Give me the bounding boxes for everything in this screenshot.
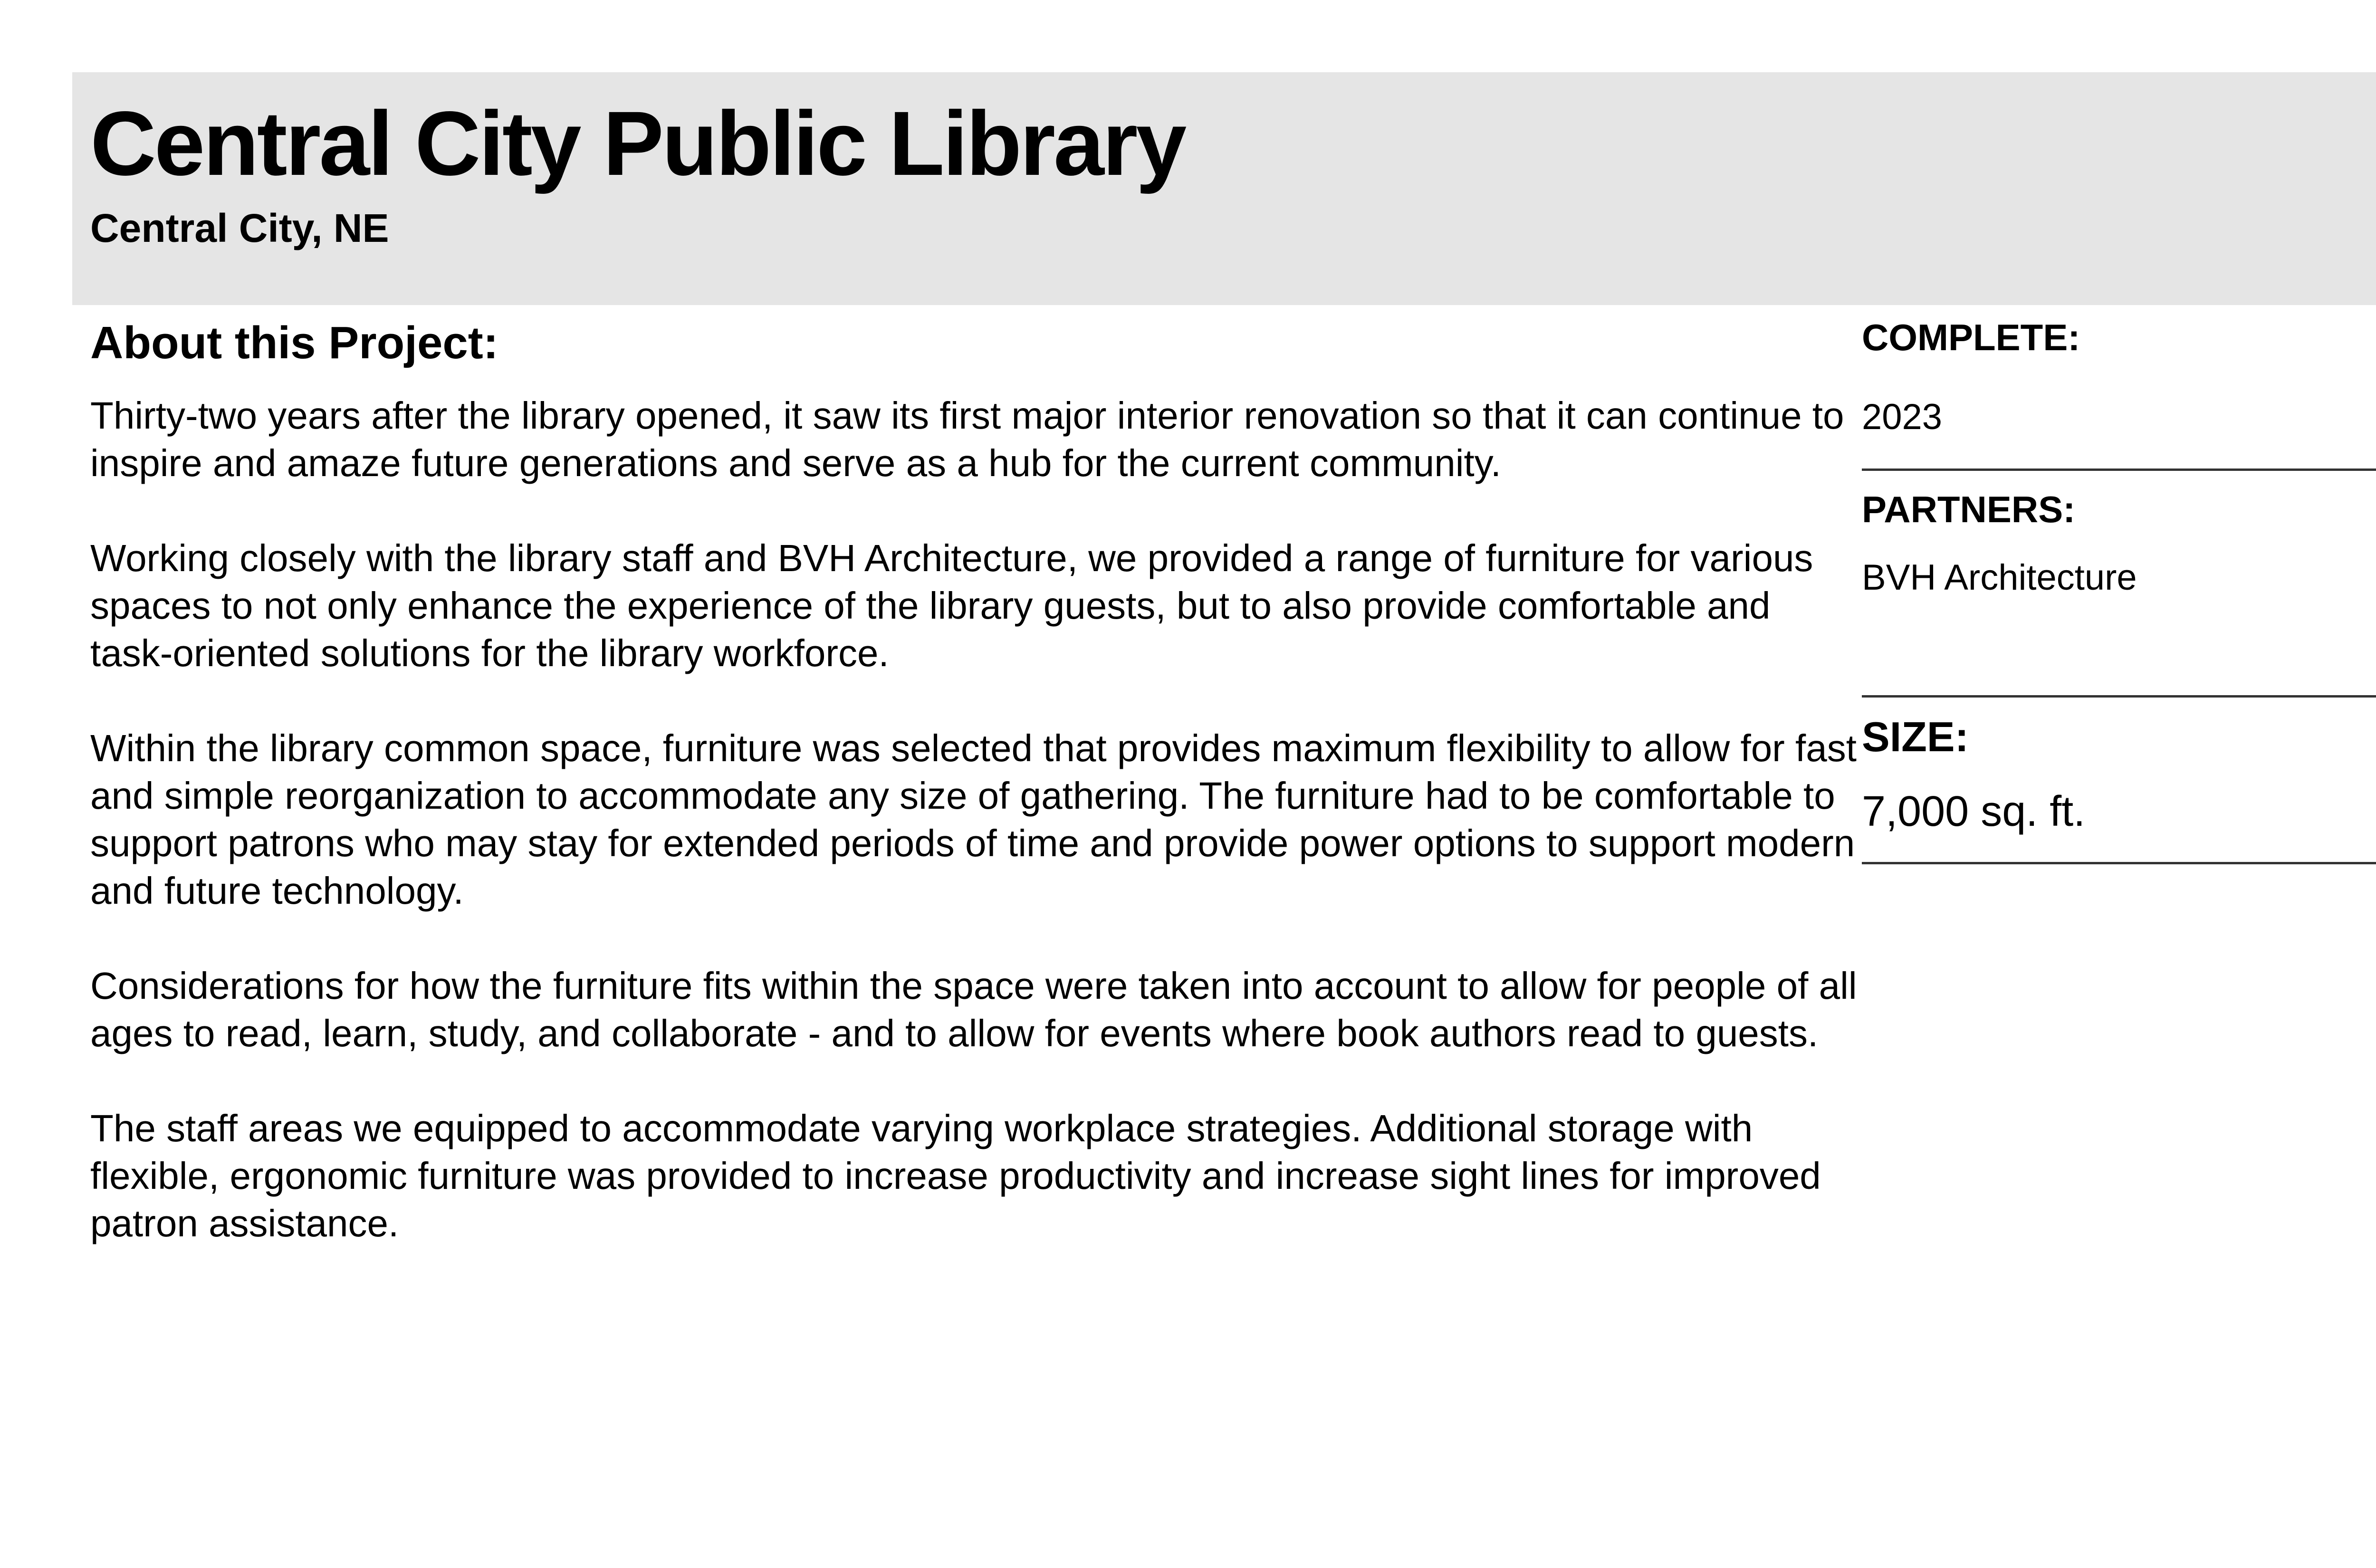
page-title: Central City Public Library bbox=[90, 92, 1185, 194]
partners-label: PARTNERS: bbox=[1862, 488, 2076, 530]
about-paragraph-5: The staff areas we equipped to accommodate varying workplace strategies. Additional storage with flexible, ergonomic furniture was provided to increase productivity and increase sight lines for improved patron assistance. bbox=[90, 1107, 1821, 1245]
about-section bbox=[90, 316, 1858, 1247]
size-block bbox=[1862, 698, 2376, 864]
complete-value: 2023 bbox=[1862, 396, 1943, 437]
about-paragraph-3: Within the library common space, furniture was selected that provides maximum flexibility to allow for fast and simple reorganization to accommodate any size of gathering. The furniture had to be comfortable to support patrons who may stay for extended periods of time and provide power options to support modern and future technology. bbox=[90, 727, 1857, 912]
about-paragraph-2: Working closely with the library staff and BVH Architecture, we provided a range of furniture for various spaces to not only enhance the experience of the library guests, but to also provide comfortable and task-oriented solutions for the library workforce. bbox=[90, 537, 1813, 675]
about-paragraph-1: Thirty-two years after the library opened, it saw its first major interior renovation so that it can continue to inspire and amaze future generations and serve as a hub for the current community. bbox=[90, 394, 1844, 485]
complete-block bbox=[1862, 316, 2376, 471]
partners-block bbox=[1862, 471, 2376, 698]
about-paragraph-4: Considerations for how the furniture fits within the space were taken into account to allow for people of all ages to read, learn, study, and collaborate - and to allow for events where book authors read to guests. bbox=[90, 965, 1857, 1055]
page-header bbox=[72, 72, 2376, 305]
partners-value: BVH Architecture bbox=[1862, 557, 2137, 598]
location-subtitle: Central City, NE bbox=[90, 206, 389, 250]
complete-label: COMPLETE: bbox=[1862, 316, 2080, 358]
size-label: SIZE: bbox=[1862, 713, 1969, 760]
size-value: 7,000 sq. ft. bbox=[1862, 787, 2086, 835]
about-heading: About this Project: bbox=[90, 317, 498, 368]
project-details-sidebar bbox=[1862, 316, 2376, 864]
